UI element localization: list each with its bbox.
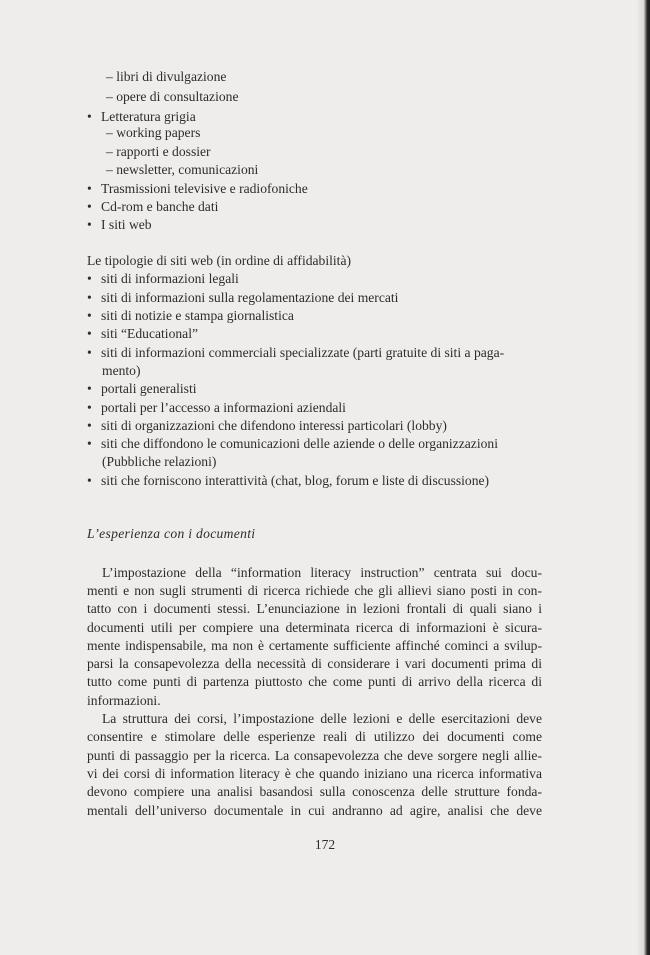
paragraph-line: devono compiere una analisi basandosi sulla conoscenza delle strutture fonda- xyxy=(87,784,542,799)
bullet-icon: • xyxy=(87,217,92,232)
paragraph-line: consentire e stimolare delle esperienze reali di utilizzo dei documenti come xyxy=(87,729,542,744)
list-item: • I siti web xyxy=(87,217,152,232)
paragraph-line: menti e non sugli strumenti di ricerca richiede che gli allievi siano posti in con- xyxy=(87,583,542,598)
site-type-item: • siti che diffondono le comunicazioni delle aziende o delle organizzazioni xyxy=(87,436,498,451)
paragraph-line: tutto come punti di partenza piuttosto che come punti di arrivo della ricerca di xyxy=(87,674,542,689)
section-heading: L’esperienza con i documenti xyxy=(87,526,256,541)
paragraph-line: parsi la consapevolezza della necessità di considerare i vari documenti prima di xyxy=(87,656,542,671)
list-item: • Letteratura grigia xyxy=(87,109,196,124)
site-type-item-continuation: (Pubbliche relazioni) xyxy=(102,454,217,469)
bullet-icon: • xyxy=(87,326,92,341)
list-subitem: – opere di consultazione xyxy=(106,89,239,104)
paragraph-line: vi dei corsi di information literacy è che quando iniziano una ricerca informativa xyxy=(87,766,542,781)
list-subitem: – libri di divulgazione xyxy=(106,69,227,84)
bullet-icon: • xyxy=(87,418,92,433)
site-type-item: • siti di informazioni legali xyxy=(87,271,239,286)
list-intro: Le tipologie di siti web (in ordine di affidabilità) xyxy=(87,253,352,268)
bullet-icon: • xyxy=(87,290,92,305)
site-type-item: • portali per l’accesso a informazioni aziendali xyxy=(87,400,346,415)
site-type-item: • siti “Educational” xyxy=(87,326,199,341)
bullet-icon: • xyxy=(87,381,92,396)
site-type-item: • siti di informazioni commerciali specializzate (parti gratuite di siti a paga- xyxy=(87,345,505,360)
site-type-item: • siti di organizzazioni che difendono interessi particolari (lobby) xyxy=(87,418,447,433)
list-subitem: – working papers xyxy=(106,125,201,140)
paragraph-line: La struttura dei corsi, l’impostazione delle lezioni e delle esercitazioni deve xyxy=(102,711,542,726)
site-type-item: • siti di notizie e stampa giornalistica xyxy=(87,308,294,323)
bullet-icon: • xyxy=(87,271,92,286)
site-type-item: • siti che forniscono interattività (chat, blog, forum e liste di discussione) xyxy=(87,473,490,488)
site-type-item: • siti di informazioni sulla regolamentazione dei mercati xyxy=(87,290,399,305)
page-edge-shadow xyxy=(636,0,650,955)
site-type-item-continuation: mento) xyxy=(102,363,141,378)
bullet-icon: • xyxy=(87,345,92,360)
list-item: • Cd-rom e banche dati xyxy=(87,199,219,214)
bullet-icon: • xyxy=(87,308,92,323)
bullet-icon: • xyxy=(87,400,92,415)
bullet-icon: • xyxy=(87,181,92,196)
list-item: • Trasmissioni televisive e radiofoniche xyxy=(87,181,308,196)
page-number: 172 xyxy=(314,837,336,852)
paragraph-line: mente indispensabile, ma non è certamente sufficiente affinché cominci a svilup- xyxy=(87,638,542,653)
paragraph-line: mentali dell’universo documentale in cui andranno ad agire, analisi che deve xyxy=(87,803,542,818)
paragraph-line: documenti utili per compiere una determinata ricerca di informazioni è sicura- xyxy=(87,620,542,635)
bullet-icon: • xyxy=(87,199,92,214)
list-subitem: – newsletter, comunicazioni xyxy=(106,162,259,177)
paragraph-line: punti di passaggio per la ricerca. La consapevolezza che deve sorgere negli allie- xyxy=(87,748,542,763)
paragraph-line: tatto con i documenti stessi. L’enunciazione in lezioni frontali di quali siano i xyxy=(87,601,542,616)
bullet-icon: • xyxy=(87,109,92,124)
site-type-item: • portali generalisti xyxy=(87,381,197,396)
bullet-icon: • xyxy=(87,436,92,451)
paragraph-line: L’impostazione della “information literacy instruction” centrata sui docu- xyxy=(102,565,542,580)
list-subitem: – rapporti e dossier xyxy=(106,144,211,159)
paragraph-line: informazioni. xyxy=(87,693,161,708)
bullet-icon: • xyxy=(87,473,92,488)
